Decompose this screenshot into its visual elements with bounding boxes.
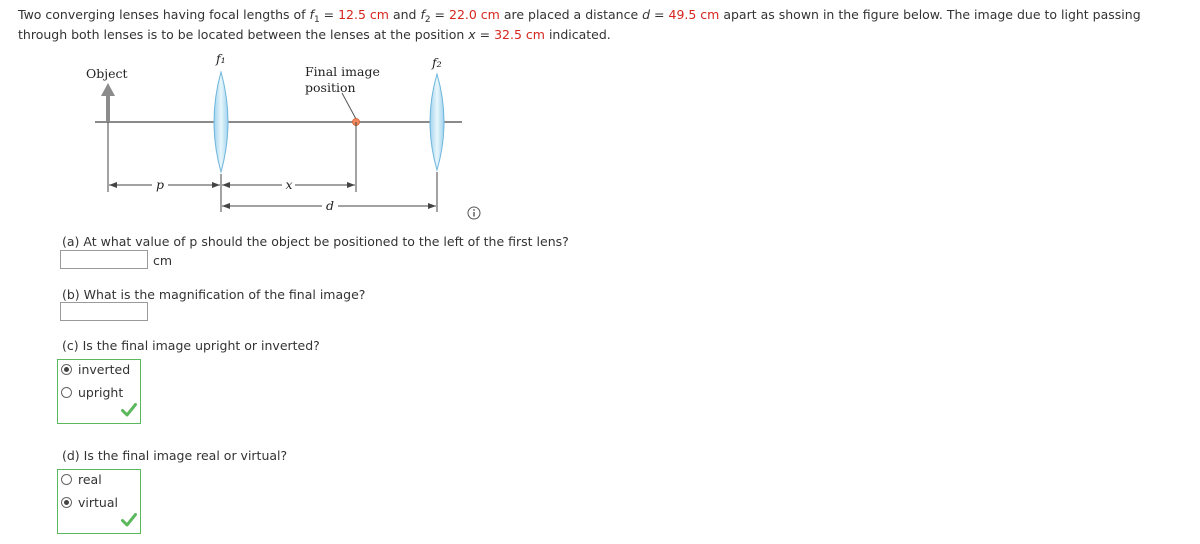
- lens-diagram-svg: [60, 52, 480, 222]
- lens-2: [430, 74, 444, 170]
- option-virtual-label: virtual: [78, 494, 118, 510]
- p-arrow-right: [212, 182, 220, 188]
- f2-label: f₂: [432, 55, 442, 70]
- problem-text: are placed a distance: [499, 7, 643, 22]
- answer-a-unit: cm: [153, 253, 173, 268]
- question-c-prompt: (c) Is the final image upright or inverted?: [62, 338, 320, 353]
- d-label: d: [325, 198, 335, 213]
- x-arrow-left: [222, 182, 230, 188]
- problem-statement: [18, 5, 1188, 45]
- f1-value: 12.5 cm: [338, 7, 389, 22]
- final-image-pointer: [342, 93, 356, 119]
- checkmark-icon: [121, 513, 137, 527]
- radio-upright[interactable]: [61, 387, 72, 398]
- problem-text: indicated.: [544, 27, 611, 42]
- final-image-label: Final image: [305, 64, 380, 79]
- f1-label: f₁: [216, 52, 226, 66]
- checkmark-icon: [121, 403, 137, 417]
- p-arrow-left: [109, 182, 117, 188]
- problem-text: =: [319, 7, 339, 22]
- option-upright[interactable]: [61, 383, 123, 401]
- x-symbol: x: [468, 27, 476, 42]
- f2-subscript: 2: [424, 15, 431, 25]
- x-arrow-right: [347, 182, 355, 188]
- radio-real[interactable]: [61, 474, 72, 485]
- answer-c-choices: [57, 359, 141, 424]
- problem-text: =: [650, 7, 669, 22]
- option-inverted[interactable]: [61, 360, 130, 378]
- f2-value: 22.0 cm: [449, 7, 500, 22]
- answer-b-input[interactable]: [60, 302, 148, 321]
- problem-text: and: [388, 7, 421, 22]
- problem-text: apart as shown in the figure below. The image due to light passing through both lenses is to be located between the lenses at the position: [18, 7, 1141, 42]
- p-label: p: [155, 177, 165, 192]
- option-real-label: real: [78, 471, 102, 487]
- info-circle-icon[interactable]: [467, 206, 481, 220]
- object-label: Object: [86, 66, 128, 81]
- object-arrow-head: [101, 83, 115, 96]
- option-inverted-label: inverted: [78, 361, 131, 377]
- f1-subscript: 1: [313, 15, 320, 25]
- answer-a-input[interactable]: [60, 250, 148, 269]
- problem-text: Two converging lenses having focal lengths of: [18, 7, 310, 22]
- question-a-prompt: (a) At what value of p should the object be positioned to the left of the first lens?: [62, 234, 569, 249]
- final-image-position-label: position: [305, 80, 356, 95]
- d-symbol: d: [642, 7, 651, 22]
- object-arrow-shaft: [106, 94, 110, 122]
- question-d-prompt: (d) Is the final image real or virtual?: [62, 448, 288, 463]
- option-upright-label: upright: [78, 384, 124, 400]
- x-label: x: [285, 177, 293, 192]
- radio-virtual[interactable]: [61, 497, 72, 508]
- radio-inverted[interactable]: [61, 364, 72, 375]
- f1-symbol: f: [309, 7, 314, 22]
- d-arrow-left: [222, 203, 230, 209]
- f2-symbol: f: [420, 7, 425, 22]
- option-real[interactable]: [61, 470, 102, 488]
- lens-diagram: [60, 52, 480, 222]
- answer-d-choices: [57, 469, 141, 534]
- d-arrow-right: [428, 203, 436, 209]
- option-virtual[interactable]: [61, 493, 118, 511]
- problem-text: =: [430, 7, 449, 22]
- problem-text: =: [475, 27, 495, 42]
- x-value: 32.5 cm: [494, 27, 545, 42]
- d-value: 49.5 cm: [668, 7, 720, 22]
- lens-1: [214, 72, 228, 172]
- question-b-prompt: (b) What is the magnification of the final image?: [62, 287, 366, 302]
